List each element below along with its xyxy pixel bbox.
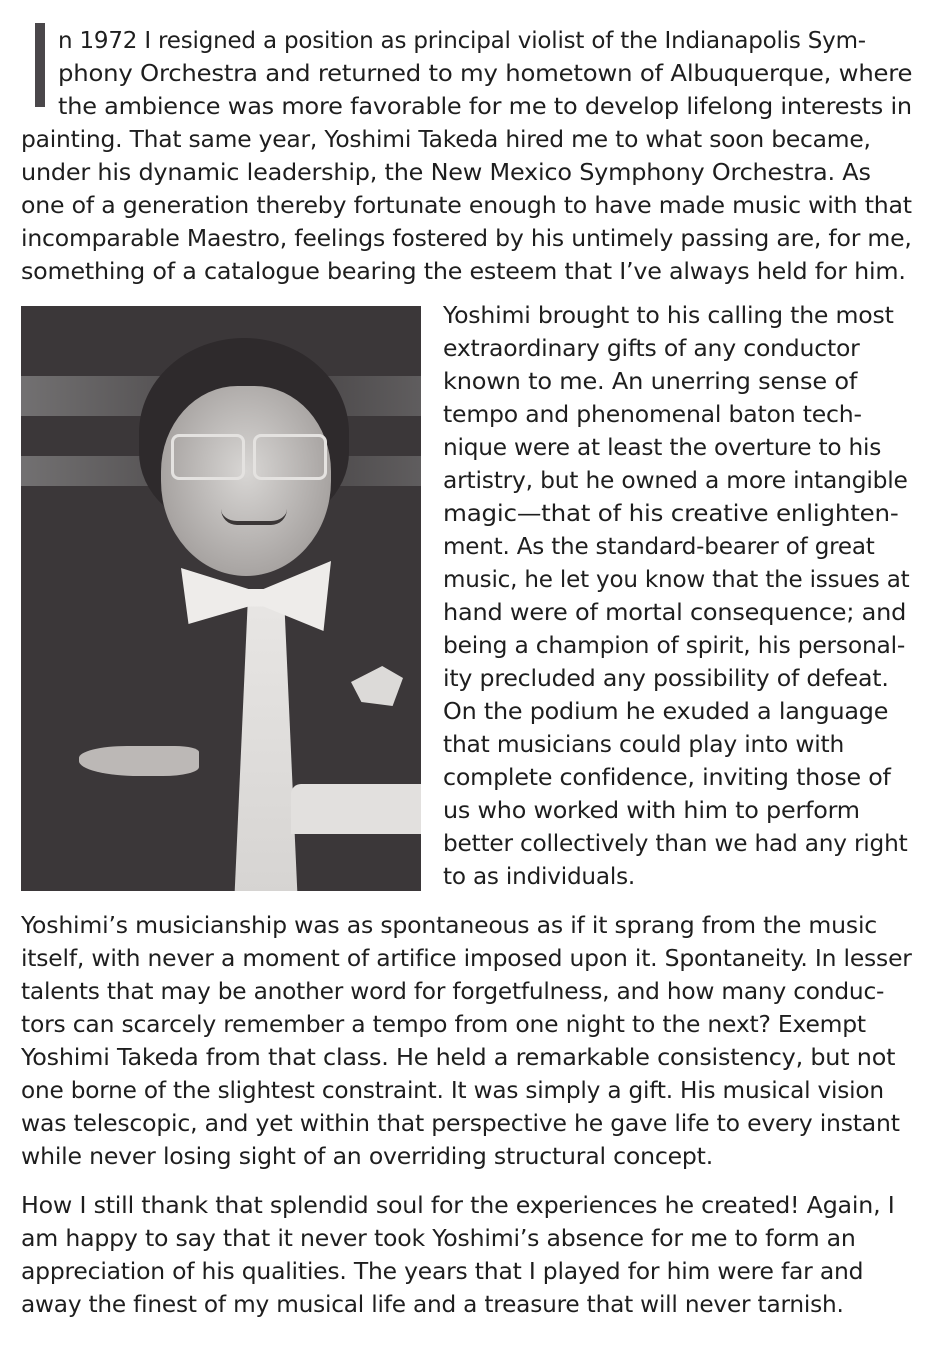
text-line: one of a generation thereby fortunate enough to have made music with that [21,193,912,219]
text-line: nique were at least the overture to his [443,435,882,461]
text-line: tempo and phenomenal baton tech- [443,402,862,428]
text-line: ment. As the standard-bearer of great [443,534,875,560]
photo-face [161,386,331,576]
text-line: one borne of the slightest constraint. It was simply a gift. His musical vision [21,1078,884,1104]
text-line: On the podium he exuded a language [443,699,889,725]
photo-glasses-right [253,434,327,480]
text-line: How I still thank that splendid soul for the experiences he created! Again, I [21,1193,895,1219]
photo-smile [221,509,287,525]
text-line: us who worked with him to perform [443,798,860,824]
photo-shirt [221,596,311,891]
text-line: known to me. An unerring sense of [443,369,858,395]
text-line: ity precluded any possibility of defeat. [443,666,889,692]
text-line: that musicians could play into with [443,732,845,758]
text-line: under his dynamic leadership, the New Mexico Symphony Orchestra. As [21,160,871,186]
photo-glasses-left [171,434,245,480]
text-line: while never losing sight of an overriding structural concept. [21,1144,713,1170]
text-line: am happy to say that it never took Yoshimi’s absence for me to form an [21,1226,856,1252]
text-line: painting. That same year, Yoshimi Takeda hired me to what soon became, [21,127,871,153]
text-line: away the finest of my musical life and a treasure that will never tarnish. [21,1292,844,1318]
text-line: phony Orchestra and returned to my hometown of Albuquerque, where [58,61,913,87]
text-line: n 1972 I resigned a position as principal violist of the Indianapolis Sym- [58,28,866,54]
photo-hand [79,746,199,776]
text-line: tors can scarcely remember a tempo from one night to the next? Exempt [21,1012,866,1038]
portrait-photo [21,306,421,891]
text-line: magic—that of his creative enlighten- [443,501,899,527]
text-line: better collectively than we had any right [443,831,908,857]
text-line: to as individuals. [443,864,636,890]
text-line: complete confidence, inviting those of [443,765,891,791]
text-line: Yoshimi Takeda from that class. He held a remarkable consistency, but not [21,1045,896,1071]
text-line: extraordinary gifts of any conductor [443,336,860,362]
text-line: being a champion of spirit, his personal- [443,633,906,659]
text-line: something of a catalogue bearing the esteem that I’ve always held for him. [21,259,906,285]
text-line: music, he let you know that the issues at [443,567,910,593]
text-line: appreciation of his qualities. The years that I played for him were far and [21,1259,864,1285]
text-line: hand were of mortal consequence; and [443,600,907,626]
text-line: itself, with never a moment of artifice imposed upon it. Spontaneity. In lesser [21,946,912,972]
drop-cap-letter-i [35,23,45,107]
text-line: incomparable Maestro, feelings fostered by his untimely passing are, for me, [21,226,912,252]
photo-cuff [291,784,421,834]
text-line: talents that may be another word for forgetfulness, and how many conduc- [21,979,885,1005]
text-line: Yoshimi brought to his calling the most [443,303,894,329]
photo-pocket-square [351,666,403,706]
text-line: the ambience was more favorable for me to develop lifelong interests in [58,94,912,120]
text-line: Yoshimi’s musicianship was as spontaneous as if it sprang from the music [21,913,878,939]
text-line: artistry, but he owned a more intangible [443,468,908,494]
text-line: was telescopic, and yet within that perspective he gave life to every instant [21,1111,900,1137]
